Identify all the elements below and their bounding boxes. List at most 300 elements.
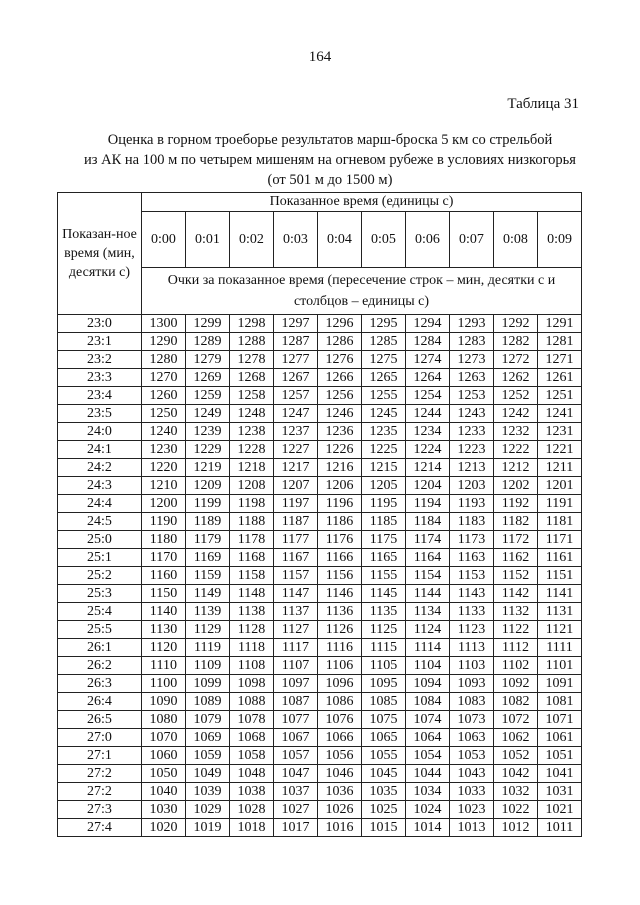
- score-cell: 1073: [450, 711, 494, 729]
- score-cell: 1219: [186, 459, 230, 477]
- score-cell: 1075: [362, 711, 406, 729]
- score-cell: 1104: [406, 657, 450, 675]
- score-cell: 1272: [494, 351, 538, 369]
- score-cell: 1298: [230, 315, 274, 333]
- score-cell: 1064: [406, 729, 450, 747]
- score-cell: 1164: [406, 549, 450, 567]
- score-cell: 1090: [142, 693, 186, 711]
- score-cell: 1237: [274, 423, 318, 441]
- score-cell: 1055: [362, 747, 406, 765]
- score-cell: 1131: [538, 603, 582, 621]
- score-cell: 1202: [494, 477, 538, 495]
- score-cell: 1100: [142, 675, 186, 693]
- score-cell: 1140: [142, 603, 186, 621]
- score-cell: 1215: [362, 459, 406, 477]
- table-row: [58, 333, 582, 351]
- table-row: [58, 747, 582, 765]
- score-cell: 1095: [362, 675, 406, 693]
- column-header: 0:01: [186, 212, 230, 268]
- score-cell: 1166: [318, 549, 362, 567]
- score-cell: 1101: [538, 657, 582, 675]
- row-time-cell: 23:5: [58, 405, 142, 423]
- score-cell: 1286: [318, 333, 362, 351]
- score-cell: 1259: [186, 387, 230, 405]
- score-cell: 1184: [406, 513, 450, 531]
- score-cell: 1083: [450, 693, 494, 711]
- score-cell: 1172: [494, 531, 538, 549]
- score-cell: 1246: [318, 405, 362, 423]
- score-cell: 1253: [450, 387, 494, 405]
- row-time-cell: 27:2: [58, 783, 142, 801]
- score-cell: 1177: [274, 531, 318, 549]
- score-cell: 1102: [494, 657, 538, 675]
- table-row: [58, 549, 582, 567]
- score-cell: 1037: [274, 783, 318, 801]
- score-cell: 1174: [406, 531, 450, 549]
- score-cell: 1117: [274, 639, 318, 657]
- score-cell: 1264: [406, 369, 450, 387]
- score-cell: 1107: [274, 657, 318, 675]
- score-cell: 1294: [406, 315, 450, 333]
- table-label: Таблица 31: [507, 96, 579, 112]
- score-cell: 1226: [318, 441, 362, 459]
- row-time-cell: 25:1: [58, 549, 142, 567]
- score-cell: 1053: [450, 747, 494, 765]
- score-cell: 1046: [318, 765, 362, 783]
- score-cell: 1134: [406, 603, 450, 621]
- score-cell: 1300: [142, 315, 186, 333]
- score-cell: 1118: [230, 639, 274, 657]
- score-cell: 1190: [142, 513, 186, 531]
- score-cell: 1089: [186, 693, 230, 711]
- score-cell: 1115: [362, 639, 406, 657]
- score-cell: 1016: [318, 819, 362, 837]
- row-time-cell: 23:0: [58, 315, 142, 333]
- table-caption: [40, 130, 620, 190]
- score-cell: 1186: [318, 513, 362, 531]
- score-cell: 1290: [142, 333, 186, 351]
- score-cell: 1293: [450, 315, 494, 333]
- table-row: [58, 693, 582, 711]
- score-cell: 1194: [406, 495, 450, 513]
- score-cell: 1039: [186, 783, 230, 801]
- score-cell: 1021: [538, 801, 582, 819]
- score-cell: 1128: [230, 621, 274, 639]
- score-cell: 1280: [142, 351, 186, 369]
- score-cell: 1094: [406, 675, 450, 693]
- score-cell: 1274: [406, 351, 450, 369]
- score-cell: 1292: [494, 315, 538, 333]
- score-cell: 1188: [230, 513, 274, 531]
- score-cell: 1203: [450, 477, 494, 495]
- score-cell: 1025: [362, 801, 406, 819]
- score-cell: 1165: [362, 549, 406, 567]
- score-cell: 1032: [494, 783, 538, 801]
- row-time-cell: 23:1: [58, 333, 142, 351]
- score-cell: 1299: [186, 315, 230, 333]
- column-header: 0:06: [406, 212, 450, 268]
- table-row: [58, 801, 582, 819]
- row-time-cell: 26:2: [58, 657, 142, 675]
- score-cell: 1155: [362, 567, 406, 585]
- score-cell: 1289: [186, 333, 230, 351]
- table-row: [58, 603, 582, 621]
- score-cell: 1098: [230, 675, 274, 693]
- score-cell: 1081: [538, 693, 582, 711]
- score-cell: 1030: [142, 801, 186, 819]
- score-cell: 1096: [318, 675, 362, 693]
- score-cell: 1059: [186, 747, 230, 765]
- table-row: [58, 477, 582, 495]
- score-cell: 1213: [450, 459, 494, 477]
- table-row: [58, 405, 582, 423]
- row-time-cell: 24:4: [58, 495, 142, 513]
- score-cell: 1180: [142, 531, 186, 549]
- score-cell: 1220: [142, 459, 186, 477]
- score-cell: 1125: [362, 621, 406, 639]
- score-cell: 1181: [538, 513, 582, 531]
- score-cell: 1209: [186, 477, 230, 495]
- table-row: [58, 459, 582, 477]
- table-row: [58, 387, 582, 405]
- score-cell: 1067: [274, 729, 318, 747]
- score-cell: 1084: [406, 693, 450, 711]
- score-cell: 1146: [318, 585, 362, 603]
- score-cell: 1183: [450, 513, 494, 531]
- table-row: [58, 621, 582, 639]
- score-cell: 1099: [186, 675, 230, 693]
- score-cell: 1195: [362, 495, 406, 513]
- score-cell: 1078: [230, 711, 274, 729]
- score-cell: 1014: [406, 819, 450, 837]
- score-cell: 1192: [494, 495, 538, 513]
- score-cell: 1221: [538, 441, 582, 459]
- caption-line: Оценка в горном троеборье результатов марш-броска 5 км со стрельбой: [107, 132, 553, 148]
- score-cell: 1114: [406, 639, 450, 657]
- score-cell: 1271: [538, 351, 582, 369]
- score-cell: 1171: [538, 531, 582, 549]
- score-cell: 1045: [362, 765, 406, 783]
- score-cell: 1141: [538, 585, 582, 603]
- score-cell: 1291: [538, 315, 582, 333]
- score-cell: 1158: [230, 567, 274, 585]
- score-cell: 1132: [494, 603, 538, 621]
- score-cell: 1057: [274, 747, 318, 765]
- score-cell: 1200: [142, 495, 186, 513]
- score-cell: 1278: [230, 351, 274, 369]
- score-cell: 1201: [538, 477, 582, 495]
- score-cell: 1111: [538, 639, 582, 657]
- score-cell: 1178: [230, 531, 274, 549]
- score-cell: 1105: [362, 657, 406, 675]
- table-row: [58, 567, 582, 585]
- score-cell: 1217: [274, 459, 318, 477]
- score-cell: 1159: [186, 567, 230, 585]
- row-time-cell: 26:4: [58, 693, 142, 711]
- score-cell: 1031: [538, 783, 582, 801]
- score-cell: 1109: [186, 657, 230, 675]
- score-cell: 1108: [230, 657, 274, 675]
- score-cell: 1198: [230, 495, 274, 513]
- score-cell: 1216: [318, 459, 362, 477]
- score-cell: 1023: [450, 801, 494, 819]
- score-cell: 1034: [406, 783, 450, 801]
- score-cell: 1136: [318, 603, 362, 621]
- score-cell: 1076: [318, 711, 362, 729]
- score-cell: 1024: [406, 801, 450, 819]
- score-cell: 1204: [406, 477, 450, 495]
- score-cell: 1151: [538, 567, 582, 585]
- score-cell: 1122: [494, 621, 538, 639]
- score-cell: 1236: [318, 423, 362, 441]
- table-row: [58, 639, 582, 657]
- score-cell: 1212: [494, 459, 538, 477]
- score-cell: 1149: [186, 585, 230, 603]
- score-cell: 1124: [406, 621, 450, 639]
- row-time-cell: 26:3: [58, 675, 142, 693]
- score-cell: 1263: [450, 369, 494, 387]
- caption-line: из АК на 100 м по четырем мишеням на огневом рубеже в условиях низкогорья: [84, 152, 576, 168]
- score-cell: 1223: [450, 441, 494, 459]
- score-cell: 1027: [274, 801, 318, 819]
- table-row: [58, 711, 582, 729]
- score-cell: 1243: [450, 405, 494, 423]
- score-cell: 1279: [186, 351, 230, 369]
- score-cell: 1199: [186, 495, 230, 513]
- score-cell: 1244: [406, 405, 450, 423]
- score-cell: 1113: [450, 639, 494, 657]
- score-cell: 1112: [494, 639, 538, 657]
- row-time-cell: 25:2: [58, 567, 142, 585]
- score-cell: 1285: [362, 333, 406, 351]
- row-time-cell: 25:4: [58, 603, 142, 621]
- score-cell: 1020: [142, 819, 186, 837]
- score-cell: 1086: [318, 693, 362, 711]
- score-cell: 1106: [318, 657, 362, 675]
- score-cell: 1162: [494, 549, 538, 567]
- score-cell: 1193: [450, 495, 494, 513]
- column-header: 0:05: [362, 212, 406, 268]
- score-cell: 1087: [274, 693, 318, 711]
- points-header: Очки за показанное время (пересечение строк – мин, десятки с и столбцов – единицы с): [142, 268, 582, 315]
- score-cell: 1033: [450, 783, 494, 801]
- table-row: [58, 423, 582, 441]
- row-time-cell: 23:3: [58, 369, 142, 387]
- score-cell: 1012: [494, 819, 538, 837]
- score-cell: 1207: [274, 477, 318, 495]
- score-cell: 1052: [494, 747, 538, 765]
- score-cell: 1047: [274, 765, 318, 783]
- score-cell: 1120: [142, 639, 186, 657]
- score-cell: 1282: [494, 333, 538, 351]
- score-cell: 1072: [494, 711, 538, 729]
- score-cell: 1196: [318, 495, 362, 513]
- score-cell: 1251: [538, 387, 582, 405]
- score-cell: 1042: [494, 765, 538, 783]
- score-cell: 1206: [318, 477, 362, 495]
- score-cell: 1214: [406, 459, 450, 477]
- score-cell: 1018: [230, 819, 274, 837]
- table-row: [58, 351, 582, 369]
- score-cell: 1028: [230, 801, 274, 819]
- score-cell: 1238: [230, 423, 274, 441]
- score-cell: 1252: [494, 387, 538, 405]
- score-cell: 1240: [142, 423, 186, 441]
- score-cell: 1153: [450, 567, 494, 585]
- score-cell: 1129: [186, 621, 230, 639]
- row-time-cell: 26:5: [58, 711, 142, 729]
- score-cell: 1254: [406, 387, 450, 405]
- score-cell: 1121: [538, 621, 582, 639]
- score-cell: 1127: [274, 621, 318, 639]
- score-cell: 1277: [274, 351, 318, 369]
- score-cell: 1169: [186, 549, 230, 567]
- score-cell: 1255: [362, 387, 406, 405]
- table-row: [58, 531, 582, 549]
- shown-time-header: Показанное время (единицы с): [142, 193, 582, 212]
- score-cell: 1273: [450, 351, 494, 369]
- score-cell: 1250: [142, 405, 186, 423]
- row-time-cell: 24:2: [58, 459, 142, 477]
- score-cell: 1077: [274, 711, 318, 729]
- score-cell: 1071: [538, 711, 582, 729]
- score-cell: 1041: [538, 765, 582, 783]
- score-cell: 1040: [142, 783, 186, 801]
- table-row: [58, 675, 582, 693]
- score-cell: 1242: [494, 405, 538, 423]
- score-cell: 1247: [274, 405, 318, 423]
- score-cell: 1167: [274, 549, 318, 567]
- score-cell: 1048: [230, 765, 274, 783]
- score-cell: 1257: [274, 387, 318, 405]
- score-cell: 1056: [318, 747, 362, 765]
- score-cell: 1287: [274, 333, 318, 351]
- table-row: [58, 585, 582, 603]
- table-row: [58, 495, 582, 513]
- score-cell: 1092: [494, 675, 538, 693]
- score-cell: 1245: [362, 405, 406, 423]
- score-cell: 1143: [450, 585, 494, 603]
- score-cell: 1116: [318, 639, 362, 657]
- score-cell: 1231: [538, 423, 582, 441]
- column-header: 0:08: [494, 212, 538, 268]
- score-cell: 1234: [406, 423, 450, 441]
- table-row: [58, 369, 582, 387]
- score-cell: 1269: [186, 369, 230, 387]
- table-row: [58, 765, 582, 783]
- score-cell: 1168: [230, 549, 274, 567]
- score-cell: 1093: [450, 675, 494, 693]
- row-time-cell: 24:0: [58, 423, 142, 441]
- row-time-cell: 27:4: [58, 819, 142, 837]
- score-cell: 1148: [230, 585, 274, 603]
- score-cell: 1170: [142, 549, 186, 567]
- score-cell: 1119: [186, 639, 230, 657]
- score-cell: 1074: [406, 711, 450, 729]
- score-cell: 1210: [142, 477, 186, 495]
- column-header: 0:09: [538, 212, 582, 268]
- score-cell: 1235: [362, 423, 406, 441]
- score-cell: 1049: [186, 765, 230, 783]
- score-cell: 1208: [230, 477, 274, 495]
- score-cell: 1036: [318, 783, 362, 801]
- row-time-cell: 27:0: [58, 729, 142, 747]
- score-cell: 1022: [494, 801, 538, 819]
- column-header: 0:04: [318, 212, 362, 268]
- score-cell: 1249: [186, 405, 230, 423]
- table-row: [58, 819, 582, 837]
- score-cell: 1191: [538, 495, 582, 513]
- score-cell: 1152: [494, 567, 538, 585]
- score-cell: 1147: [274, 585, 318, 603]
- table-row: [58, 729, 582, 747]
- score-cell: 1135: [362, 603, 406, 621]
- score-cell: 1281: [538, 333, 582, 351]
- score-cell: 1150: [142, 585, 186, 603]
- score-cell: 1017: [274, 819, 318, 837]
- score-cell: 1275: [362, 351, 406, 369]
- table-row: [58, 441, 582, 459]
- column-header: 0:07: [450, 212, 494, 268]
- score-cell: 1015: [362, 819, 406, 837]
- score-cell: 1173: [450, 531, 494, 549]
- row-time-cell: 24:1: [58, 441, 142, 459]
- score-cell: 1197: [274, 495, 318, 513]
- score-cell: 1062: [494, 729, 538, 747]
- score-cell: 1248: [230, 405, 274, 423]
- table-body: [58, 315, 582, 837]
- score-cell: 1185: [362, 513, 406, 531]
- score-cell: 1069: [186, 729, 230, 747]
- row-time-cell: 25:3: [58, 585, 142, 603]
- score-cell: 1070: [142, 729, 186, 747]
- row-time-cell: 23:4: [58, 387, 142, 405]
- score-cell: 1296: [318, 315, 362, 333]
- score-cell: 1123: [450, 621, 494, 639]
- score-cell: 1265: [362, 369, 406, 387]
- score-cell: 1297: [274, 315, 318, 333]
- score-cell: 1044: [406, 765, 450, 783]
- column-header: 0:00: [142, 212, 186, 268]
- row-time-cell: 27:3: [58, 801, 142, 819]
- score-cell: 1066: [318, 729, 362, 747]
- corner-header: Показан-ное время (мин, десятки с): [58, 193, 142, 315]
- score-cell: 1268: [230, 369, 274, 387]
- score-cell: 1239: [186, 423, 230, 441]
- score-cell: 1267: [274, 369, 318, 387]
- score-cell: 1065: [362, 729, 406, 747]
- score-cell: 1228: [230, 441, 274, 459]
- score-cell: 1205: [362, 477, 406, 495]
- score-cell: 1060: [142, 747, 186, 765]
- row-time-cell: 26:1: [58, 639, 142, 657]
- score-cell: 1051: [538, 747, 582, 765]
- score-cell: 1225: [362, 441, 406, 459]
- score-cell: 1082: [494, 693, 538, 711]
- score-cell: 1261: [538, 369, 582, 387]
- score-cell: 1266: [318, 369, 362, 387]
- score-cell: 1232: [494, 423, 538, 441]
- score-cell: 1224: [406, 441, 450, 459]
- table-header: [58, 193, 582, 315]
- score-cell: 1026: [318, 801, 362, 819]
- score-cell: 1110: [142, 657, 186, 675]
- score-cell: 1139: [186, 603, 230, 621]
- score-cell: 1050: [142, 765, 186, 783]
- score-cell: 1035: [362, 783, 406, 801]
- score-cell: 1137: [274, 603, 318, 621]
- score-cell: 1284: [406, 333, 450, 351]
